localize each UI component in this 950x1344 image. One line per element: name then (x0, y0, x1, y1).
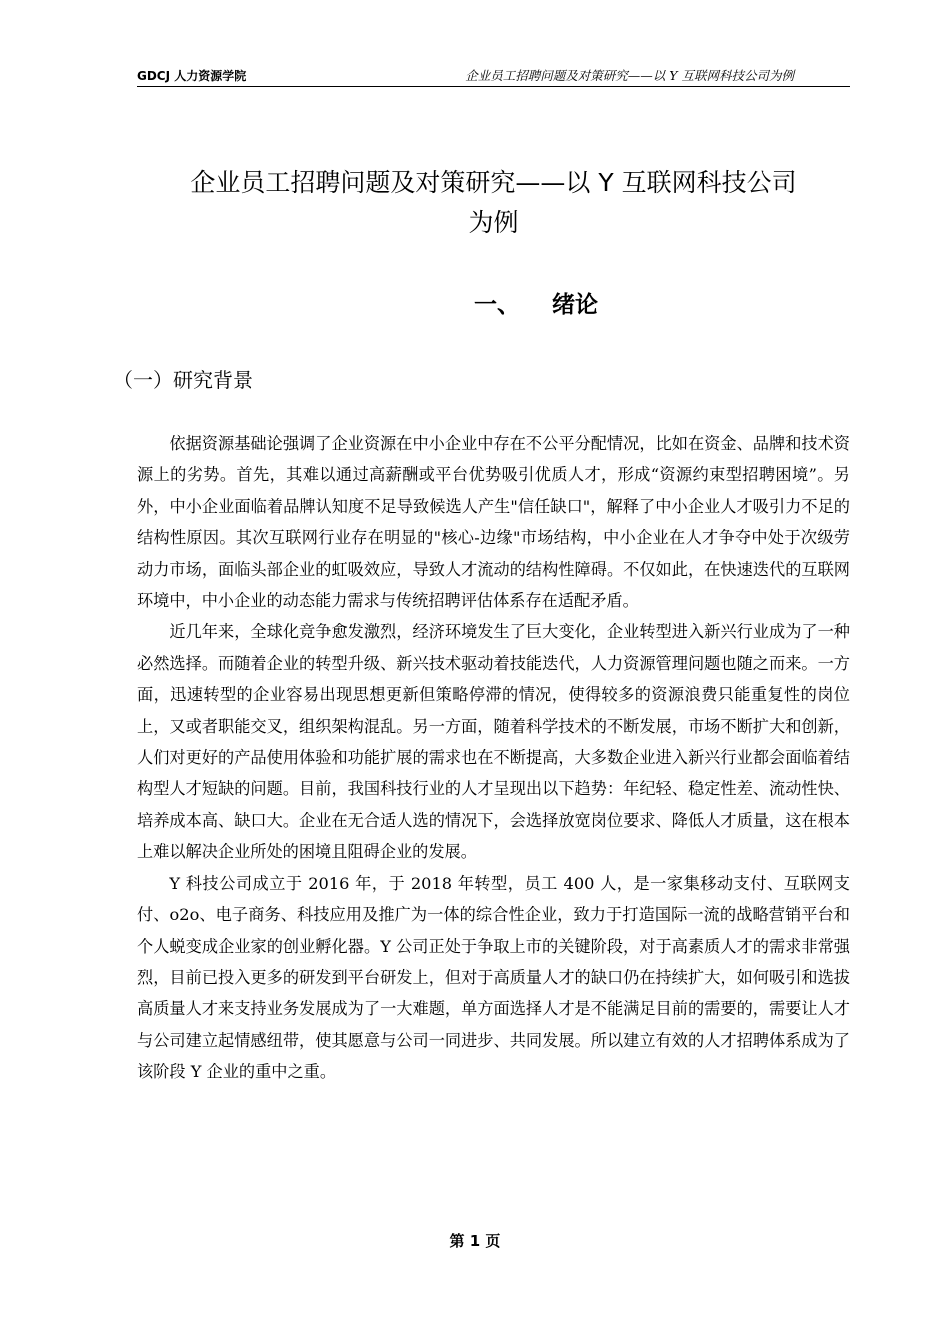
section-heading: （一）研究背景 (113, 368, 253, 392)
page-number: 第 1 页 (449, 1232, 501, 1250)
title-line-2: 为例 (468, 208, 519, 237)
paragraph: 近几年来，全球化竞争愈发激烈，经济环境发生了巨大变化，企业转型进入新兴行业成为了一种必然选择。而随着企业的转型升级、新兴技术驱动着技能迭代，人力资源管理问题也随之而来。一方面，迅速转型的企业容易出现思想更新但策略停滞的情况，使得较多的资源浪费只能重复性的岗位上，又或者职能交叉，组织架构混乱。另一方面，随着科学技术的不断发展，市场不断扩大和创新，人们对更好的产品使用体验和功能扩展的需求也在不断提高，大多数企业进入新兴行业都会面临着结构型人才短缺的问题。目前，我国科技行业的人才呈现出以下趋势：年纪轻、稳定性差、流动性快、培养成本高、缺口大。企业在无合适人选的情况下，会选择放宽岗位要求、降低人才质量，这在根本上难以解决企业所处的困境且阻碍企业的发展。 (137, 622, 850, 862)
page-header (137, 68, 850, 87)
paragraph: 依据资源基础论强调了企业资源在中小企业中存在不公平分配情况，比如在资金、品牌和技术资源上的劣势。首先，其难以通过高薪酬或平台优势吸引优质人才，形成“资源约束型招聘困境”。另外，中小企业面临着品牌认知度不足导致候选人产生"信任缺口"，解释了中小企业人才吸引力不足的结构性原因。其次互联网行业存在明显的"核心-边缘"市场结构，中小企业在人才争夺中处于次级劳动力市场，面临头部企业的虹吸效应，导致人才流动的结构性障碍。不仅如此，在快速迭代的互联网环境中，中小企业的动态能力需求与传统招聘评估体系存在适配矛盾。 (137, 434, 850, 611)
header-institution: GDCJ 人力资源学院 (137, 69, 247, 83)
document-title (137, 163, 850, 243)
chapter-heading (474, 290, 598, 320)
title-line-1: 企业员工招聘问题及对策研究——以 Y 互联网科技公司 (190, 168, 797, 197)
body-text (137, 428, 850, 1088)
chapter-title: 绪论 (552, 292, 598, 318)
header-running-title: 企业员工招聘问题及对策研究——以 Y 互联网科技公司为例 (465, 68, 794, 83)
paragraph: Y 科技公司成立于 2016 年，于 2018 年转型，员工 400 人，是一家集移动支付、互联网支付、o2o、电子商务、科技应用及推广为一体的综合性企业，致力于打造国际一流的战略营销平台和个人蜕变成企业家的创业孵化器。Y 公司正处于争取上市的关键阶段，对于高素质人才的需求非常强烈，目前已投入更多的研发到平台研发上，但对于高质量人才的缺口仍在持续扩大，如何吸引和选拔高质量人才来支持业务发展成为了一大难题，单方面选择人才是不能满足目前的需要的，需要让人才与公司建立起情感纽带，使其愿意与公司一同进步、共同发展。所以建立有效的人才招聘体系成为了该阶段 Y 企业的重中之重。 (137, 873, 850, 1082)
chapter-number: 一、 (474, 292, 520, 318)
